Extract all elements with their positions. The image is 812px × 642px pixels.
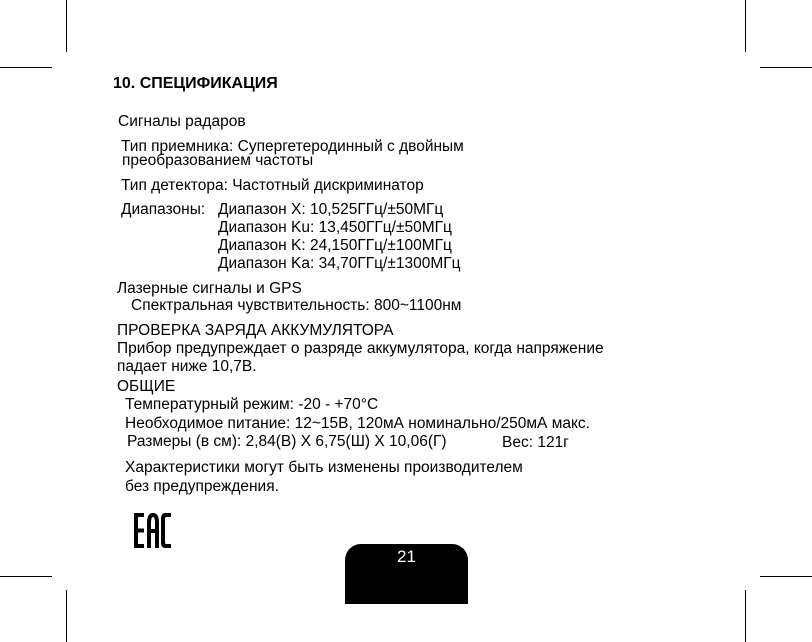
band-k: Диапазон K: 24,150ГГц/±100МГц: [218, 237, 452, 254]
crop-mark: [66, 590, 67, 642]
crop-mark: [745, 0, 746, 52]
page-title: 10. СПЕЦИФИКАЦИЯ: [113, 75, 278, 92]
crop-mark: [760, 576, 812, 577]
general-heading: ОБЩИЕ: [117, 378, 176, 395]
page-number-tab: [345, 544, 468, 604]
disclaimer-line2: без предупреждения.: [125, 478, 279, 495]
band-x: Диапазон X: 10,525ГГц/±50МГц: [218, 201, 444, 218]
battery-heading: ПРОВЕРКА ЗАРЯДА АККУМУЛЯТОРА: [117, 322, 394, 339]
eac-mark-icon: [134, 513, 171, 553]
page-number: 21: [397, 547, 416, 566]
power-supply: Необходимое питание: 12~15В, 120мА номинально/250мА макс.: [125, 415, 590, 432]
crop-mark: [760, 67, 812, 68]
radar-heading: Сигналы радаров: [118, 113, 246, 130]
battery-text-line2: падает ниже 10,7В.: [117, 358, 257, 375]
battery-text-line1: Прибор предупреждает о разряде аккумулятора, когда напряжение: [117, 340, 604, 357]
temperature-range: Температурный режим: -20 - +70°C: [125, 396, 379, 413]
crop-mark: [0, 67, 52, 68]
dimensions: Размеры (в см): 2,84(В) X 6,75(Ш) X 10,06(Г): [127, 433, 447, 450]
detector-type: Тип детектора: Частотный дискриминатор: [121, 177, 424, 194]
crop-mark: [745, 590, 746, 642]
spectral-sensitivity: Спектральная чувствительность: 800~1100нм: [131, 297, 462, 314]
band-ka: Диапазон Ka: 34,70ГГц/±1300МГц: [218, 255, 461, 272]
crop-mark: [0, 576, 52, 577]
bands-label: Диапазоны:: [121, 201, 206, 218]
receiver-type-line1: Тип приемника: Супергетеродинный с двойным: [121, 138, 464, 155]
band-ku: Диапазон Ku: 13,450ГГц/±50МГц: [218, 219, 452, 236]
weight: Вес: 121г: [502, 434, 569, 451]
crop-mark: [66, 0, 67, 52]
disclaimer-line1: Характеристики могут быть изменены производителем: [125, 459, 523, 476]
laser-heading: Лазерные сигналы и GPS: [117, 280, 302, 297]
receiver-type-line2: преобразованием частоты: [122, 152, 314, 169]
